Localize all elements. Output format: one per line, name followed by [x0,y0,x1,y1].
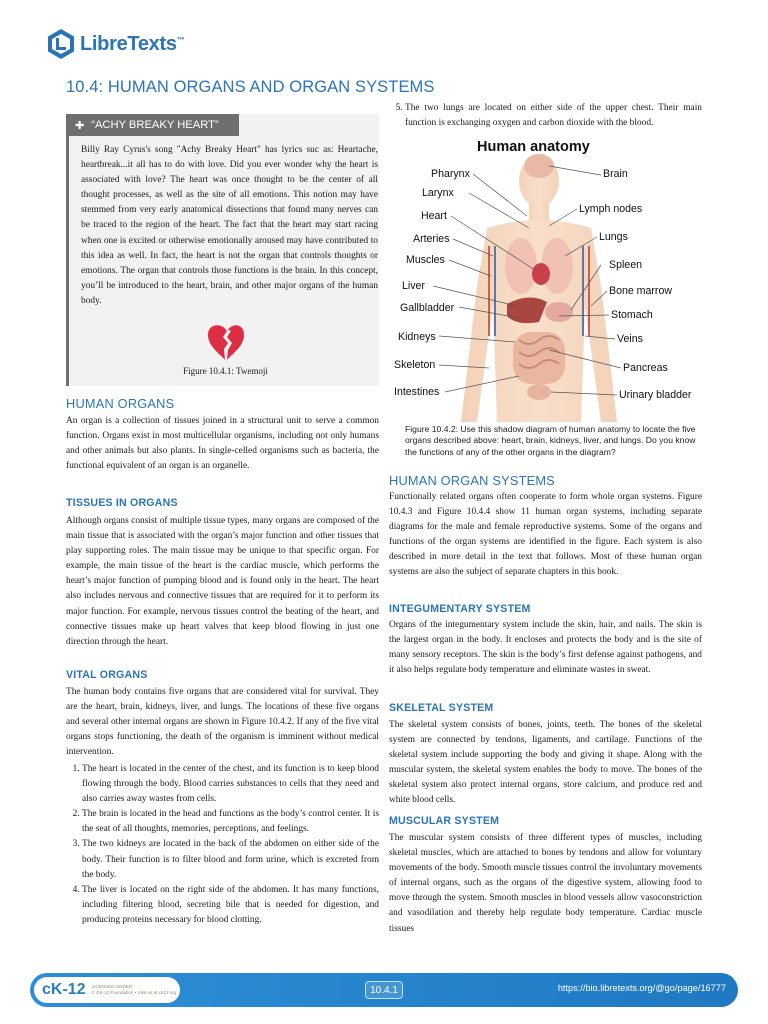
anatomy-label: Kidneys [398,331,436,343]
anatomy-label: Larynx [422,187,454,199]
figure-caption: Figure 10.4.2: Use this shadow diagram of human anatomy to locate the five organs described above: heart, brain, kidneys, liver, and lungs. Do you know the functions of any of the other organs in the diagram? [405,424,696,457]
anatomy-label: Lymph nodes [579,203,643,215]
page-footer [30,973,738,1007]
list-item: 3. The two kidneys are located in the back of the abdomen on either side of the body. Their function is to filter blood and form urine, which is excreted from the body. [82,837,379,882]
anatomy-label: Veins [617,333,643,345]
callout-box [66,114,379,386]
anatomy-label: Heart [421,210,447,222]
paragraph-vital-organs: The human body contains five organs that are considered vital for survival. They are the heart, brain, kidneys, liver, and lungs. The locations of these five organs and several other internal organs are shown in Figure 10.4.2. If any of the five vital organs stops functioning, the death of the organism is imminent without medical intervention. [66,687,379,758]
list-item: 4. The liver is located on the right side of the abdomen. It has many functions, including filtering blood, secreting bile that is needed for digestion, and producing proteins necessary for blood clotting. [82,883,379,928]
anatomy-label: Brain [603,168,628,180]
paragraph-human-organs: An organ is a collection of tissues joined in a structural unit to serve a common function. Organs exist in most multicellular organisms, including not only humans and other animals but also plants. In single-celled organisms such as bacteria, the functional equivalent of an organ is an organelle. [66,416,379,472]
anatomy-label: Spleen [609,259,642,271]
paragraph-integumentary: Organs of the integumentary system include the skin, hair, and nails. The skin is the largest organ in the body. It encloses and protects the body and is the site of many sensory receptors. The skin is the body’s first defense against pathogens, and it also helps regulate body temperature and eliminate wastes in sweat. [389,620,702,676]
page-url-link[interactable]: https://bio.libretexts.org/@go/page/16777 [557,983,726,993]
callout-text: Billy Ray Cyrus's song "Achy Breaky Heart" has lyrics suc as: Heartache, heartbreak...it all has to do with love. Did you ever wonder why the heart is associated with love? The heart was once thought to be the center of all thought processes, as well as the site of all emotions. This notion may have stemmed from very early anatomical dissections that found many nerves can be traced to the region of the heart. The fact that the heart may start racing when one is excited or otherwise emotionally aroused may have contributed to this idea as well. In fact, the heart is not the organ that controls thoughts or emotions. The organ that controls those functions is the brain. In this concept, you’ll be introduced to the heart, brain, and other major organs of the human body. [81,145,378,306]
anatomy-label: Arteries [413,233,450,245]
anatomy-label: Muscles [406,254,445,266]
paragraph-tissues: Although organs consist of multiple tissue types, many organs are composed of the main tissue that is associated with the organ’s major function and other tissues that play supporting roles. The main tissue may be unique to that specific organ. For example, the main tissue of the heart is the cardiac muscle, which performs the heart’s major function of pumping blood and is found only in the heart. The heart also includes nervous and connective tissues that are required for it to perform its major function. For example, nervous tissues control the beating of the heart, and connective tissues make up heart valves that keep blood flowing in just one direction through the heart. [66,516,379,647]
broken-heart-icon [205,322,247,362]
anatomy-label: Lungs [599,231,628,243]
callout-title: “ACHY BREAKY HEART” [91,119,219,131]
libretexts-logo[interactable] [46,28,184,60]
list-item: 2. The brain is located in the head and functions as the body’s control center. It is the seat of all thoughts, memories, perceptions, and feelings. [82,807,379,837]
libretexts-logo-icon [46,28,76,60]
list-item: 5. The two lungs are located on either side of the upper chest. Their main function is exchanging oxygen and carbon dioxide with the blood. [405,101,702,131]
paragraph-muscular: The muscular system consists of three different types of muscles, including skeletal muscles, which are attached to bones by tendons and allow for voluntary movements of the body. Smooth muscle tissues control the involuntary movements of internal organs, such as the organs of the digestive system, allowing food to move through the system. Smooth muscles in blood vessels allow vasoconstriction and vasodilation and thereby help regulate body temperature. Cardiac muscle tissues [389,833,702,934]
section-heading-vital-organs: VITAL ORGANS [66,669,148,681]
section-heading-integumentary: INTEGUMENTARY SYSTEM [389,603,531,615]
anatomy-label: Skeleton [394,359,436,371]
vital-organs-list [66,762,379,928]
anatomy-label: Stomach [611,309,653,321]
section-heading-muscular: MUSCULAR SYSTEM [389,815,500,827]
anatomy-label: Bone marrow [609,285,672,297]
pin-icon: ✚ [75,119,85,132]
figure-caption: Figure 10.4.1: Twemoji [183,366,268,376]
anatomy-label: Pancreas [623,362,668,374]
page-number: 10.4.1 [365,981,403,999]
anatomy-label: Gallbladder [400,302,455,314]
license-text: LICENSED UNDER © CK-12 Foundation • Visit us at ck12.org [91,984,177,995]
paragraph-skeletal: The skeletal system consists of bones, joints, teeth. The bones of the skeletal system are connected by tendons, ligaments, and cartilage. Functions of the skeletal system include supporting the body and giving it shape. Along with the muscular system, the skeletal system enables the body to move. The bones of the skeletal system also protect internal organs, store calcium, and produce red and white blood cells. [389,720,702,806]
brand-name: LibreTexts™ [80,32,185,55]
human-anatomy-figure [389,136,702,422]
vital-organs-list-continued [389,101,702,131]
ck12-logo[interactable] [34,977,180,1003]
anatomy-label: Pharynx [431,168,470,180]
section-heading-organ-systems: HUMAN ORGAN SYSTEMS [389,473,555,488]
anatomy-label: Intestines [394,386,440,398]
anatomy-title: Human anatomy [477,139,590,155]
section-heading-skeletal: SKELETAL SYSTEM [389,702,494,714]
section-heading-human-organs: HUMAN ORGANS [66,396,175,411]
list-item: 1. The heart is located in the center of the chest, and its function is to keep blood flowing through the body. Blood carries substances to cells that they need and also carries away wastes from cells. [82,762,379,807]
page-title: 10.4: HUMAN ORGANS AND ORGAN SYSTEMS [66,78,435,96]
callout-header [69,114,239,136]
paragraph-organ-systems: Functionally related organs often cooperate to form whole organ systems. Figure 10.4.3 and Figure 10.4.4 show 11 human organ systems, including separate diagrams for the male and female reproductive systems. Some of the organs and functions of the organ systems are identified in the figure. Each system is also described in more detail in the text that follows. Most of these human organ systems are also the subject of separate chapters in this book. [389,492,702,578]
ck12-mark: cK-12 [42,981,86,998]
anatomy-label: Liver [402,280,425,292]
anatomy-label: Urinary bladder [619,389,692,401]
section-heading-tissues: TISSUES IN ORGANS [66,497,178,509]
